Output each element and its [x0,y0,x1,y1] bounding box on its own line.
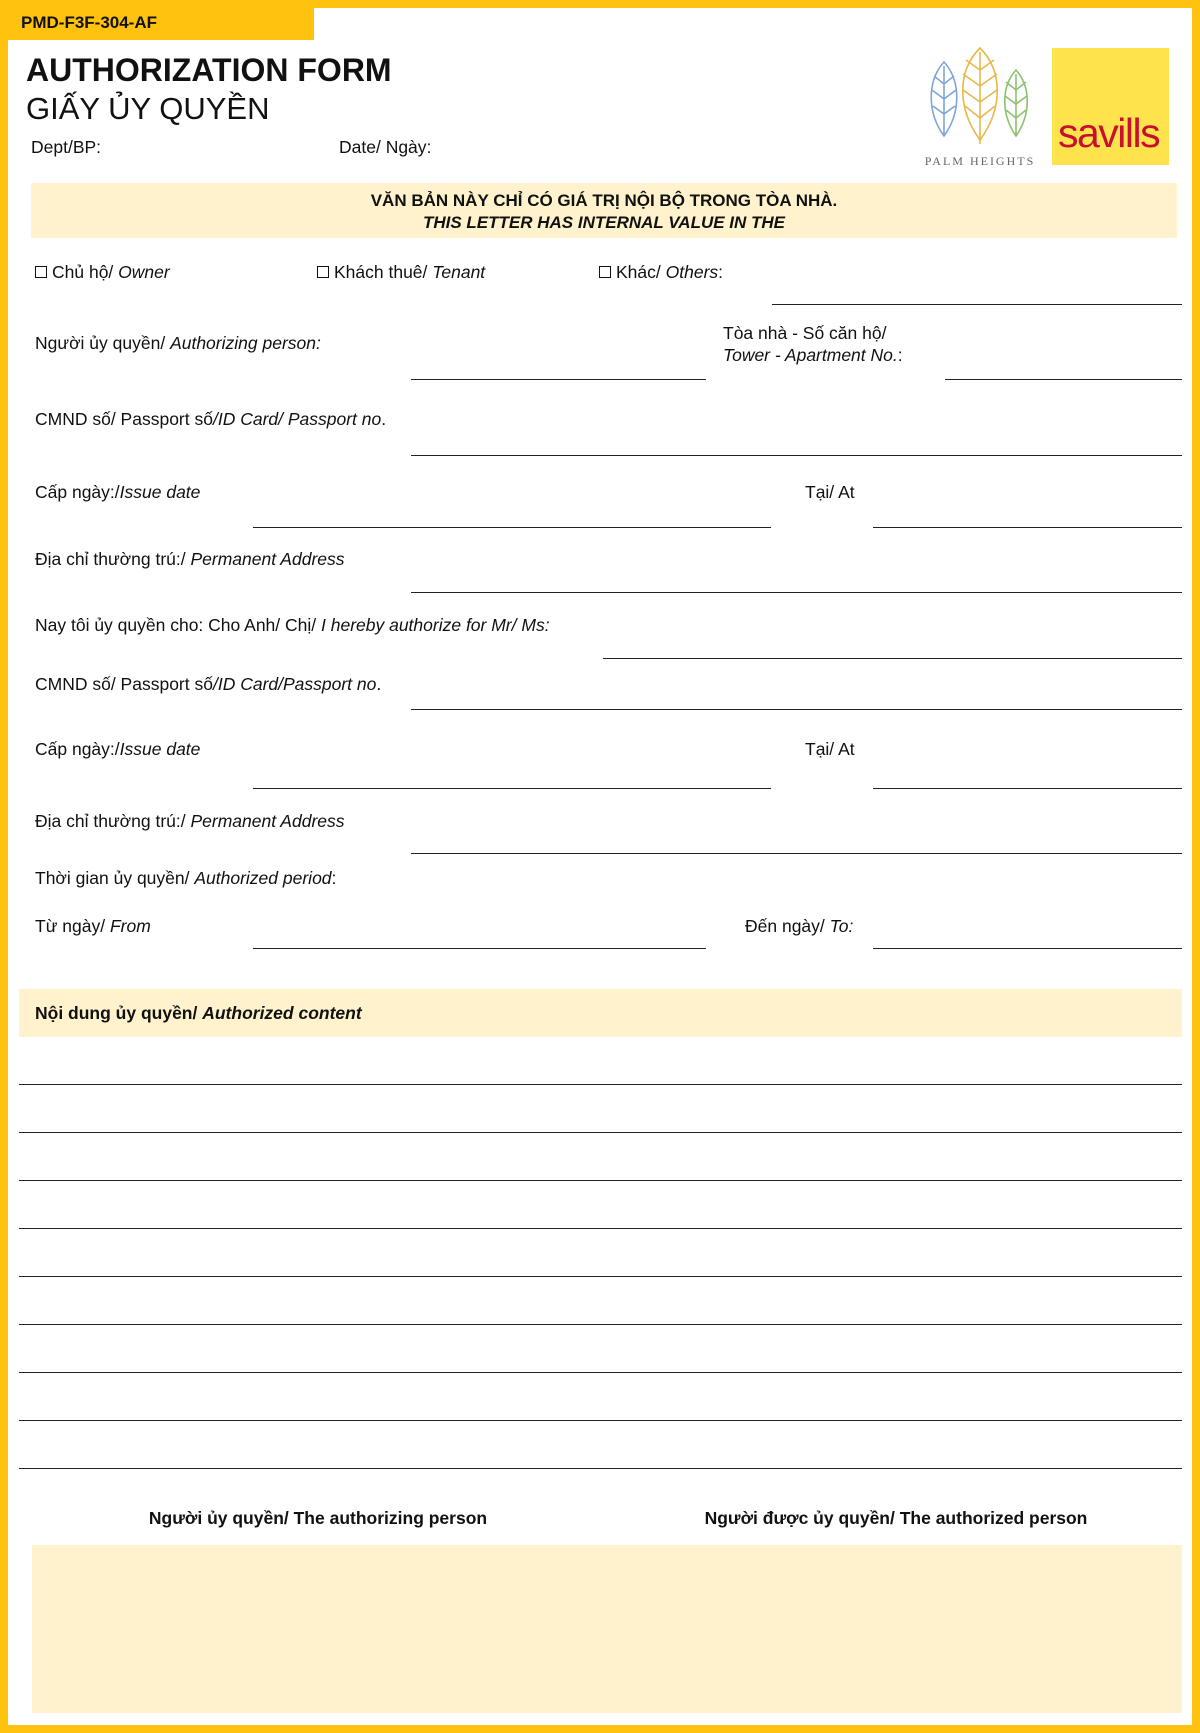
authorized-person-input-line[interactable] [603,658,1182,659]
issued-at-input-line-1[interactable] [873,527,1182,528]
to-date-label: Đến ngày/ To: [745,916,854,936]
savills-logo [1052,48,1169,165]
palm-leaves-icon [920,44,1040,152]
form-sheet [8,8,1192,1725]
issued-at-label-2: Tại/ At [805,739,855,759]
id-card-label-1: CMND số/ Passport số/ID Card/ Passport no. [35,409,387,429]
notice-line-vi: VĂN BẢN NÀY CHỈ CÓ GIÁ TRỊ NỘI BỘ TRONG TÒA NHÀ. [370,191,838,210]
id-card-input-line-2[interactable] [411,709,1182,710]
issued-at-input-line-2[interactable] [873,788,1182,789]
authorized-content-header [19,989,1182,1037]
title-en: AUTHORIZATION FORM [26,52,392,88]
content-line[interactable] [19,1276,1182,1277]
id-card-input-line-1[interactable] [411,455,1182,456]
from-date-label: Từ ngày/ From [35,916,151,936]
authorized-content-title: Nội dung ủy quyền/ Authorized content [35,1003,362,1023]
content-line[interactable] [19,1180,1182,1181]
tower-apartment-input-line[interactable] [945,379,1182,380]
palm-heights-logo [920,44,1040,170]
palm-heights-wordmark: PALM HEIGHTS [924,154,1036,168]
form-code-tab [8,8,314,40]
permanent-address-input-line-1[interactable] [411,592,1182,593]
issue-date-label-2: Cấp ngày:/Issue date [35,739,201,759]
notice-line-en: THIS LETTER HAS INTERNAL VALUE IN THE [422,213,786,232]
tower-label-en: Tower - Apartment No.: [723,345,903,365]
authorized-period-label: Thời gian ủy quyền/ Authorized period: [35,868,337,888]
checkbox-others[interactable] [599,266,611,278]
from-date-input-line[interactable] [253,948,706,949]
permanent-address-label-2: Địa chỉ thường trú:/ Permanent Address [35,811,345,831]
form-code: PMD-F3F-304-AF [21,13,158,32]
to-date-input-line[interactable] [873,948,1182,949]
option-owner[interactable]: Chủ hộ/ Owner [35,262,170,283]
issue-date-input-line-1[interactable] [253,527,771,528]
issued-at-label-1: Tại/ At [805,482,855,502]
permanent-address-input-line-2[interactable] [411,853,1182,854]
content-line[interactable] [19,1132,1182,1133]
internal-notice [31,183,1177,238]
authorizing-person-input-line[interactable] [411,379,706,380]
signature-area[interactable] [32,1545,1182,1713]
title-vi: GIẤY ỦY QUYỀN [26,91,270,126]
authorizing-person-label: Người ủy quyền/ Authorizing person: [35,333,321,353]
date-label: Date/ Ngày: [339,137,432,157]
issue-date-label-1: Cấp ngày:/Issue date [35,482,201,502]
content-line[interactable] [19,1324,1182,1325]
content-line[interactable] [19,1372,1182,1373]
option-tenant[interactable]: Khách thuê/ Tenant [317,262,485,283]
authorize-for-label: Nay tôi ủy quyền cho: Cho Anh/ Chị/ I hereby authorize for Mr/ Ms: [35,615,550,635]
tower-label-vi: Tòa nhà - Số căn hộ/ [723,323,887,343]
content-line[interactable] [19,1468,1182,1469]
content-line[interactable] [19,1228,1182,1229]
savills-wordmark: savills [1058,110,1160,156]
authorized-signature-label: Người được ủy quyền/ The authorized person [704,1508,1088,1528]
others-input-line[interactable] [772,304,1182,305]
content-line[interactable] [19,1084,1182,1085]
content-line[interactable] [19,1420,1182,1421]
issue-date-input-line-2[interactable] [253,788,771,789]
checkbox-tenant[interactable] [317,266,329,278]
id-card-label-2: CMND số/ Passport số/ID Card/Passport no. [35,674,382,694]
checkbox-owner[interactable] [35,266,47,278]
permanent-address-label-1: Địa chỉ thường trú:/ Permanent Address [35,549,345,569]
option-others[interactable]: Khác/ Others: [599,262,723,283]
authorizing-signature-label: Người ủy quyền/ The authorizing person [148,1508,488,1528]
dept-label: Dept/BP: [31,137,102,157]
